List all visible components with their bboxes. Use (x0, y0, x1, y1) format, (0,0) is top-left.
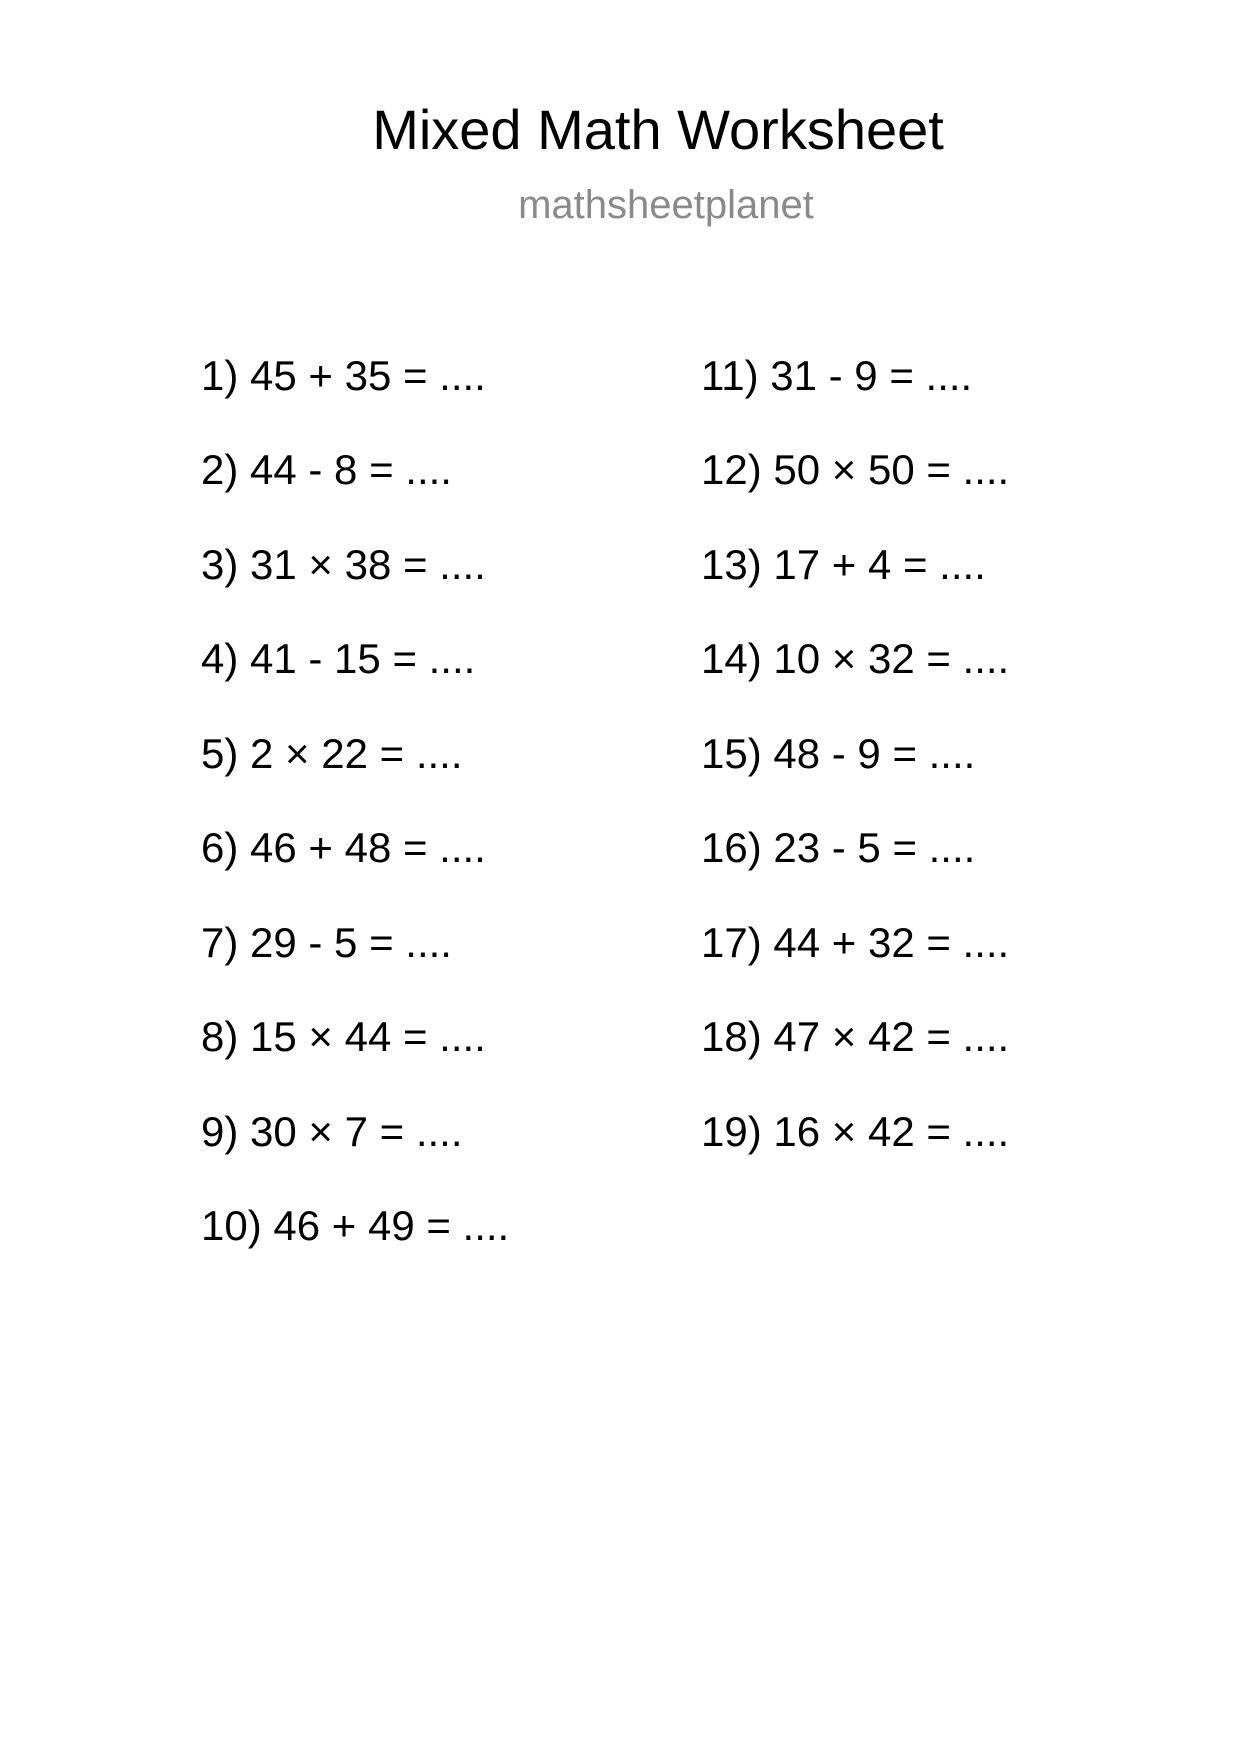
worksheet-subtitle: mathsheetplanet (518, 183, 814, 227)
problem-item: 16) 23 - 5 = .... (701, 824, 976, 871)
problem-item: 10) 46 + 49 = .... (201, 1202, 510, 1249)
problem-item: 7) 29 - 5 = .... (201, 919, 452, 966)
problem-item: 6) 46 + 48 = .... (201, 824, 486, 871)
problem-item: 5) 2 × 22 = .... (201, 730, 463, 777)
problem-item: 11) 31 - 9 = .... (701, 352, 973, 399)
problem-item: 18) 47 × 42 = .... (701, 1013, 1010, 1060)
problem-item: 3) 31 × 38 = .... (201, 541, 486, 588)
problem-item: 8) 15 × 44 = .... (201, 1013, 486, 1060)
problem-item: 1) 45 + 35 = .... (201, 352, 486, 399)
problem-item: 17) 44 + 32 = .... (701, 919, 1010, 966)
problem-item: 14) 10 × 32 = .... (701, 635, 1010, 682)
problem-item: 19) 16 × 42 = .... (701, 1108, 1010, 1155)
problem-item: 9) 30 × 7 = .... (201, 1108, 463, 1155)
problem-item: 4) 41 - 15 = .... (201, 635, 476, 682)
problem-item: 2) 44 - 8 = .... (201, 446, 452, 493)
worksheet-title: Mixed Math Worksheet (372, 98, 944, 161)
problem-item: 12) 50 × 50 = .... (701, 446, 1010, 493)
problem-item: 15) 48 - 9 = .... (701, 730, 976, 777)
problem-item: 13) 17 + 4 = .... (701, 541, 986, 588)
